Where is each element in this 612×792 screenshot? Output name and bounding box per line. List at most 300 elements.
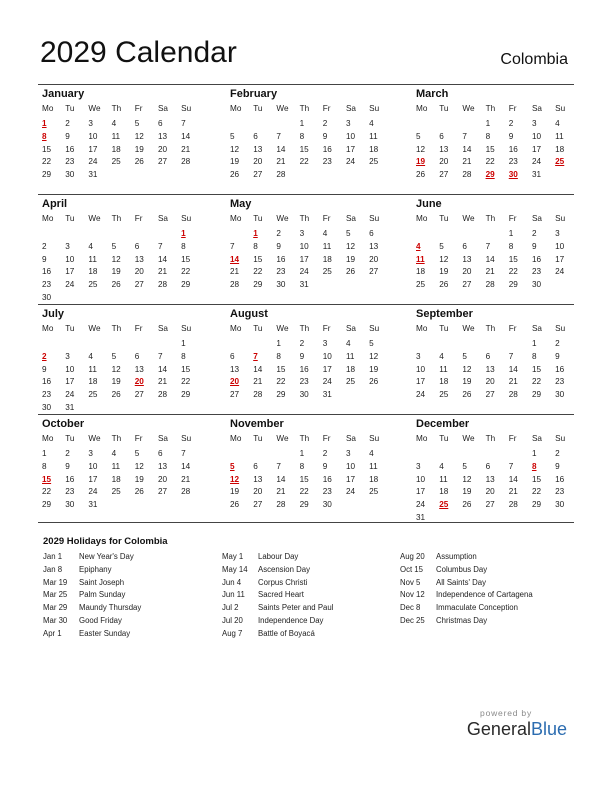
weekday-header: Mo: [42, 434, 54, 443]
weekday-header: Sa: [345, 324, 356, 333]
month-may: [226, 197, 386, 292]
empty-cell: [108, 338, 131, 351]
day-cell: 22: [181, 267, 191, 277]
day-cell: 21: [181, 474, 191, 484]
day-cell: 6: [134, 351, 140, 361]
weekday-header: Tu: [253, 324, 263, 333]
weekday-header: Th: [111, 214, 122, 223]
day-cell: 2: [508, 119, 514, 128]
day-cell: 7: [230, 241, 235, 251]
day-cell: 2: [322, 449, 328, 458]
holiday-day-cell: 7: [253, 351, 258, 361]
day-cell: 19: [111, 267, 121, 277]
day-cell: 30: [276, 280, 286, 290]
holiday-row: [400, 577, 572, 590]
generalblue-logo[interactable]: [467, 719, 567, 740]
day-cell: 19: [439, 267, 449, 277]
weekday-header: We: [462, 214, 475, 223]
weekday-header: Fr: [508, 434, 517, 443]
day-cell: 1: [299, 449, 305, 458]
day-cell: 23: [322, 157, 332, 167]
holiday-row: [400, 589, 572, 602]
day-cell: 17: [345, 144, 356, 154]
day-cell: 24: [88, 157, 98, 167]
day-cell: 1: [485, 119, 491, 128]
day-cell: 20: [462, 267, 472, 277]
day-cell: 7: [462, 131, 467, 141]
day-cell: 25: [369, 487, 379, 497]
day-cell: 8: [181, 241, 186, 251]
day-cell: 12: [134, 461, 144, 471]
weekday-header: We: [462, 324, 475, 333]
day-cell: 29: [299, 500, 309, 510]
row-divider: [38, 194, 574, 195]
holiday-day-cell: 30: [508, 170, 518, 180]
day-cell: 26: [369, 377, 379, 387]
month-name: February: [230, 88, 278, 100]
month-april: [38, 197, 198, 305]
weekday-header: Tu: [65, 104, 75, 113]
holiday-date: Jun 11: [222, 590, 245, 600]
day-cell: 1: [276, 339, 281, 348]
row-divider: [38, 84, 574, 85]
day-cell: 22: [531, 377, 542, 387]
day-cell: 7: [485, 241, 491, 251]
holiday-date: Nov 12: [400, 590, 425, 600]
holiday-name: Saints Peter and Paul: [258, 603, 334, 613]
weekday-header: Fr: [322, 324, 331, 333]
holiday-name: Battle of Boyacá: [258, 628, 315, 638]
day-cell: 23: [276, 267, 286, 277]
holiday-row: [43, 602, 218, 615]
day-cell: 19: [134, 144, 144, 154]
day-cell: 16: [322, 144, 332, 154]
holiday-date: May 1: [222, 552, 244, 561]
month-name: August: [230, 308, 268, 320]
day-cell: 9: [276, 241, 281, 251]
day-cell: 7: [276, 131, 281, 141]
day-cell: 6: [253, 131, 258, 141]
day-cell: 23: [299, 377, 309, 387]
day-cell: 16: [42, 267, 52, 277]
day-cell: 28: [462, 170, 472, 180]
day-cell: 19: [345, 254, 356, 264]
day-cell: 20: [439, 157, 449, 167]
day-cell: 26: [462, 500, 472, 510]
empty-cell: [38, 338, 61, 351]
holiday-day-cell: 29: [485, 170, 495, 180]
month-name: September: [416, 308, 473, 320]
empty-cell: [108, 228, 131, 241]
month-november: [226, 417, 386, 512]
day-cell: 23: [65, 157, 75, 167]
month-june: [412, 197, 572, 292]
weekday-header: Th: [485, 104, 496, 113]
day-cell: 19: [230, 487, 240, 497]
day-cell: 14: [485, 254, 495, 264]
day-cell: 12: [462, 474, 472, 484]
day-cell: 2: [42, 241, 47, 251]
day-cell: 23: [65, 487, 75, 497]
day-cell: 6: [157, 119, 163, 128]
month-grid: [38, 102, 198, 182]
weekday-header: Tu: [439, 104, 449, 113]
day-cell: 8: [299, 131, 305, 141]
empty-cell: [505, 338, 528, 351]
day-cell: 29: [181, 280, 191, 290]
day-cell: 13: [230, 364, 240, 374]
day-cell: 11: [439, 364, 448, 374]
day-cell: 11: [111, 131, 121, 141]
day-cell: 29: [253, 280, 263, 290]
day-cell: 5: [111, 241, 117, 251]
holiday-name: Sacred Heart: [258, 590, 304, 600]
month-august: [226, 307, 386, 402]
weekday-header: Th: [485, 324, 496, 333]
day-cell: 14: [181, 131, 191, 141]
day-cell: 29: [42, 170, 52, 180]
day-cell: 3: [65, 241, 70, 251]
day-cell: 8: [42, 461, 47, 471]
weekday-header: Tu: [253, 434, 263, 443]
empty-cell: [412, 448, 435, 461]
holiday-name: Palm Sunday: [79, 590, 126, 600]
day-cell: 30: [555, 500, 565, 510]
holiday-name: Maundy Thursday: [79, 603, 142, 613]
day-cell: 27: [439, 170, 449, 180]
empty-cell: [412, 338, 435, 351]
day-cell: 8: [485, 131, 491, 141]
day-cell: 23: [322, 487, 332, 497]
weekday-header: Th: [111, 324, 122, 333]
weekday-header: Th: [111, 434, 122, 443]
day-cell: 16: [299, 364, 309, 374]
day-cell: 22: [299, 157, 309, 167]
day-cell: 24: [555, 267, 565, 277]
weekday-header: Sa: [345, 434, 356, 443]
weekday-header: Th: [299, 104, 310, 113]
day-cell: 5: [369, 339, 374, 348]
day-cell: 6: [439, 131, 444, 141]
day-cell: 5: [230, 131, 235, 141]
weekday-header: Su: [555, 214, 566, 223]
day-cell: 18: [439, 487, 449, 497]
empty-cell: [272, 448, 295, 461]
weekday-header: Sa: [531, 434, 542, 443]
day-cell: 27: [134, 280, 144, 290]
day-cell: 14: [157, 254, 168, 264]
holiday-row: [43, 551, 218, 564]
holiday-date: Oct 15: [400, 564, 423, 574]
day-cell: 28: [508, 500, 518, 510]
empty-cell: [482, 338, 505, 351]
month-grid: [226, 212, 386, 292]
day-cell: 1: [531, 339, 537, 348]
empty-cell: [154, 338, 177, 351]
day-cell: 18: [439, 377, 449, 387]
day-cell: 13: [134, 364, 144, 374]
day-cell: 19: [230, 157, 240, 167]
holiday-row: [400, 551, 572, 564]
day-cell: 13: [485, 474, 495, 484]
holiday-day-cell: 25: [555, 157, 565, 167]
holiday-name: Corpus Christi: [258, 577, 308, 587]
day-cell: 23: [508, 157, 518, 167]
day-cell: 24: [299, 267, 309, 277]
day-cell: 2: [555, 449, 560, 458]
day-cell: 22: [485, 157, 495, 167]
weekday-header: Th: [299, 434, 310, 443]
day-cell: 5: [439, 241, 444, 251]
day-cell: 20: [485, 487, 495, 497]
day-cell: 2: [65, 449, 70, 458]
empty-cell: [482, 228, 505, 241]
holiday-day-cell: 5: [230, 461, 235, 471]
holiday-name: New Year's Day: [79, 552, 134, 561]
day-cell: 10: [531, 131, 542, 141]
day-cell: 20: [134, 267, 144, 277]
day-cell: 21: [485, 267, 495, 277]
weekday-header: Sa: [531, 104, 542, 113]
day-cell: 27: [230, 390, 240, 400]
empty-cell: [249, 338, 272, 351]
day-cell: 15: [508, 254, 518, 264]
day-cell: 25: [88, 280, 98, 290]
holiday-name: Labour Day: [258, 552, 299, 561]
day-cell: 3: [416, 351, 421, 361]
day-cell: 28: [485, 280, 495, 290]
holiday-day-cell: 25: [439, 500, 449, 510]
day-cell: 5: [462, 461, 467, 471]
weekday-header: We: [462, 104, 475, 113]
month-grid: [412, 102, 572, 182]
day-cell: 7: [157, 241, 163, 251]
brand-general: General: [466, 719, 531, 739]
holiday-column: [222, 551, 397, 641]
weekday-header: Mo: [230, 214, 242, 223]
day-cell: 11: [555, 131, 564, 141]
holiday-row: [222, 577, 397, 590]
day-cell: 23: [555, 487, 565, 497]
day-cell: 9: [531, 241, 537, 251]
day-cell: 7: [508, 351, 514, 361]
day-cell: 14: [462, 144, 472, 154]
day-cell: 28: [181, 487, 191, 497]
day-cell: 24: [531, 157, 542, 167]
day-cell: 3: [322, 339, 328, 348]
weekday-header: Tu: [65, 214, 75, 223]
weekday-header: Su: [369, 214, 380, 223]
day-cell: 29: [531, 390, 542, 400]
day-cell: 21: [157, 267, 168, 277]
day-cell: 31: [322, 390, 332, 400]
day-cell: 11: [369, 461, 378, 471]
empty-cell: [458, 118, 481, 131]
day-cell: 10: [88, 461, 98, 471]
day-cell: 15: [42, 144, 52, 154]
day-cell: 22: [181, 377, 191, 387]
day-cell: 21: [276, 157, 286, 167]
day-cell: 12: [111, 254, 121, 264]
holiday-row: [222, 628, 397, 641]
day-cell: 29: [181, 390, 191, 400]
day-cell: 15: [299, 474, 309, 484]
month-grid: [412, 322, 572, 402]
weekday-header: Su: [555, 104, 566, 113]
day-cell: 26: [134, 157, 144, 167]
day-cell: 9: [42, 254, 47, 264]
weekday-header: We: [88, 324, 101, 333]
holiday-day-cell: 4: [416, 241, 421, 251]
month-december: [412, 417, 572, 525]
day-cell: 9: [555, 351, 560, 361]
month-september: [412, 307, 572, 402]
day-cell: 14: [508, 364, 518, 374]
day-cell: 16: [322, 474, 332, 484]
day-cell: 3: [299, 229, 305, 238]
empty-cell: [482, 448, 505, 461]
day-cell: 3: [65, 351, 70, 361]
powered-by-text: powered by: [480, 708, 532, 718]
day-cell: 30: [555, 390, 565, 400]
day-cell: 31: [531, 170, 542, 180]
day-cell: 3: [345, 449, 351, 458]
holiday-column: [400, 551, 572, 628]
day-cell: 29: [508, 280, 518, 290]
weekday-header: Fr: [134, 324, 143, 333]
day-cell: 19: [111, 377, 121, 387]
day-cell: 21: [181, 144, 191, 154]
day-cell: 13: [369, 241, 379, 251]
month-name: May: [230, 198, 252, 210]
empty-cell: [272, 118, 295, 131]
day-cell: 2: [531, 229, 537, 238]
day-cell: 10: [555, 241, 565, 251]
day-cell: 28: [157, 390, 168, 400]
weekday-header: Mo: [230, 104, 242, 113]
day-cell: 22: [508, 267, 518, 277]
day-cell: 18: [555, 144, 565, 154]
day-cell: 29: [531, 500, 542, 510]
day-cell: 4: [369, 449, 374, 458]
weekday-header: Mo: [230, 324, 242, 333]
day-cell: 17: [299, 254, 309, 264]
day-cell: 18: [111, 474, 121, 484]
page-title: 2029 Calendar: [40, 36, 237, 69]
empty-cell: [435, 448, 458, 461]
day-cell: 11: [88, 364, 97, 374]
month-name: July: [42, 308, 65, 320]
weekday-header: Fr: [322, 434, 331, 443]
day-cell: 16: [555, 474, 565, 484]
weekday-header: We: [276, 214, 289, 223]
day-cell: 12: [416, 144, 426, 154]
day-cell: 5: [134, 119, 140, 128]
weekday-header: Fr: [134, 434, 143, 443]
day-cell: 26: [230, 170, 240, 180]
day-cell: 16: [508, 144, 518, 154]
day-cell: 27: [157, 487, 168, 497]
day-cell: 19: [134, 474, 144, 484]
day-cell: 4: [369, 119, 374, 128]
day-cell: 30: [531, 280, 542, 290]
holiday-name: Assumption: [436, 552, 477, 561]
month-name: April: [42, 198, 68, 210]
weekday-header: Su: [369, 104, 380, 113]
weekday-header: We: [276, 324, 289, 333]
holiday-date: Jan 8: [43, 564, 63, 574]
day-cell: 15: [531, 474, 542, 484]
weekday-header: We: [88, 434, 101, 443]
empty-cell: [61, 338, 84, 351]
day-cell: 9: [555, 461, 560, 471]
day-cell: 26: [462, 390, 472, 400]
day-cell: 28: [276, 500, 286, 510]
day-cell: 6: [230, 351, 235, 361]
weekday-header: Fr: [134, 104, 143, 113]
weekday-header: Tu: [253, 214, 263, 223]
day-cell: 5: [462, 351, 467, 361]
holiday-date: Jun 4: [222, 577, 242, 587]
day-cell: 29: [276, 390, 286, 400]
holiday-day-cell: 2: [42, 351, 47, 361]
day-cell: 3: [345, 119, 351, 128]
weekday-header: We: [462, 434, 475, 443]
weekday-header: Sa: [157, 214, 168, 223]
day-cell: 9: [322, 131, 328, 141]
weekday-header: We: [276, 434, 289, 443]
day-cell: 7: [276, 461, 281, 471]
weekday-header: Fr: [322, 214, 331, 223]
holiday-date: Jul 20: [222, 615, 243, 625]
day-cell: 15: [485, 144, 495, 154]
day-cell: 26: [230, 500, 240, 510]
day-cell: 12: [439, 254, 449, 264]
day-cell: 16: [65, 474, 75, 484]
day-cell: 8: [253, 241, 258, 251]
month-july: [38, 307, 198, 415]
day-cell: 8: [508, 241, 514, 251]
day-cell: 30: [299, 390, 309, 400]
day-cell: 13: [439, 144, 449, 154]
day-cell: 7: [508, 461, 514, 471]
month-october: [38, 417, 198, 512]
day-cell: 8: [531, 351, 537, 361]
day-cell: 6: [253, 461, 258, 471]
weekday-header: Sa: [157, 104, 168, 113]
empty-cell: [435, 338, 458, 351]
holiday-column: [43, 551, 218, 641]
month-grid: [38, 322, 198, 415]
day-cell: 24: [416, 500, 426, 510]
day-cell: 13: [253, 144, 263, 154]
day-cell: 30: [42, 402, 52, 412]
day-cell: 10: [416, 474, 426, 484]
weekday-header: Mo: [42, 104, 54, 113]
empty-cell: [412, 228, 435, 241]
holiday-row: [400, 615, 572, 628]
day-cell: 6: [134, 241, 140, 251]
day-cell: 9: [299, 351, 305, 361]
day-cell: 21: [508, 377, 518, 387]
day-cell: 4: [88, 351, 93, 361]
day-cell: 4: [88, 241, 93, 251]
day-cell: 20: [253, 487, 263, 497]
holiday-name: Independence of Cartagena: [436, 590, 533, 600]
holiday-row: [400, 564, 572, 577]
day-cell: 3: [555, 229, 560, 238]
day-cell: 13: [134, 254, 144, 264]
